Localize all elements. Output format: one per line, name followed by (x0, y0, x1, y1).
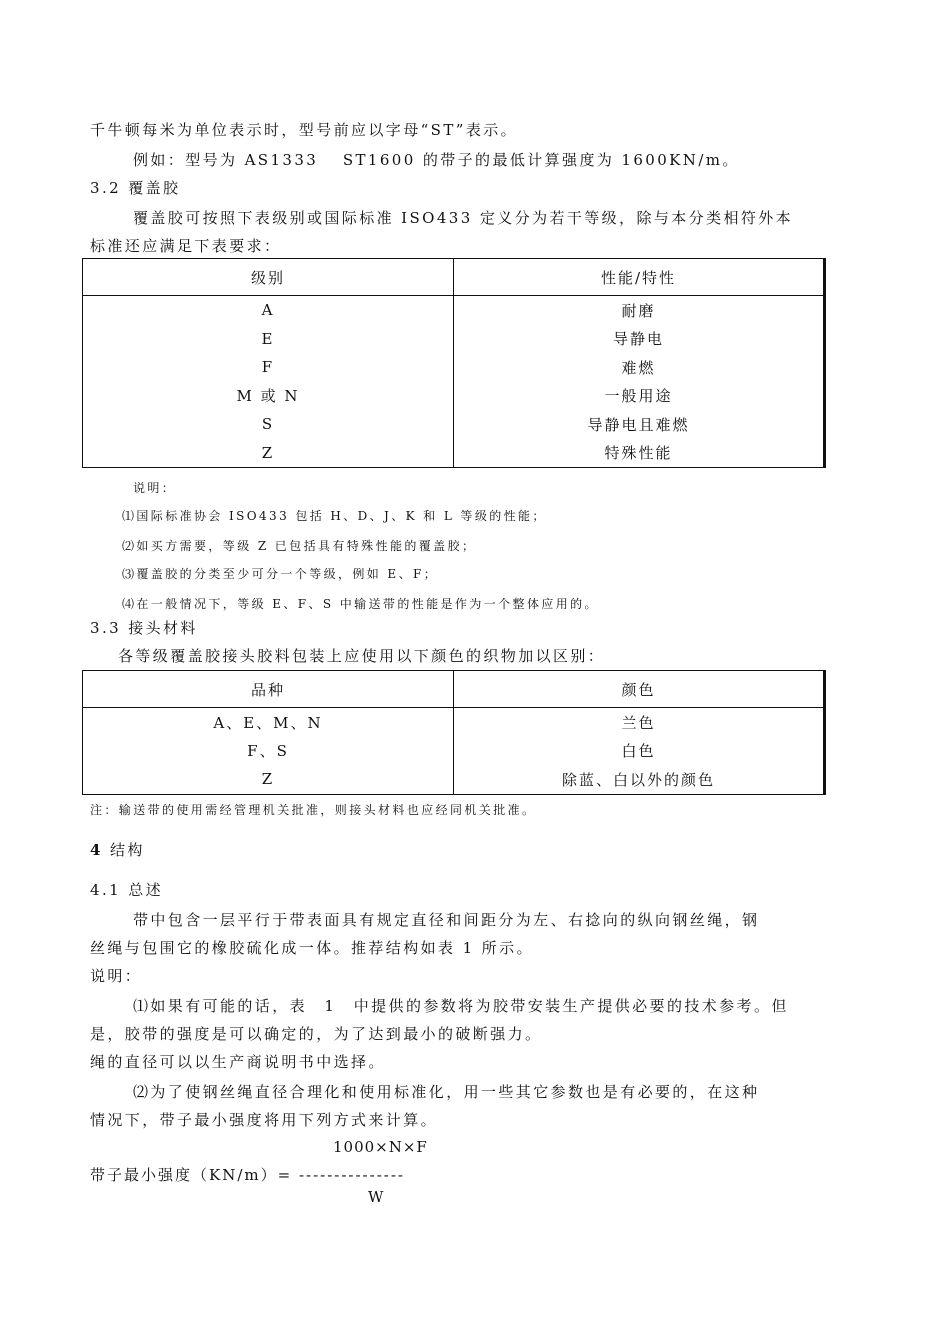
explanation-2-line-1: ⑵为了使钢丝绳直径合理化和使用标准化，用一些其它参数也是有必要的，在这种 (133, 1083, 760, 1101)
table-cell: 导静电且难燃 (454, 410, 825, 439)
note-item: ⑵如买方需要，等级 Z 已包括具有特殊性能的覆盖胶； (122, 539, 477, 553)
table-row (83, 382, 825, 411)
paragraph-cover-2: 标准还应满足下表要求： (90, 237, 282, 255)
table-footnote: 注：输送带的使用需经管理机关批准，则接头材料也应经同机关批准。 (90, 803, 537, 817)
table-row (83, 296, 825, 325)
table-header-cell: 颜色 (454, 671, 825, 708)
table-row (83, 765, 825, 794)
table-cell: 特殊性能 (454, 439, 825, 468)
table-row (83, 410, 825, 439)
section-4-heading (90, 840, 860, 860)
paragraph-4-1-1: 带中包含一层平行于带表面具有规定直径和间距分为左、右捻向的纵向钢丝绳，钢 (133, 911, 760, 929)
table-cell: 难燃 (454, 353, 825, 382)
joint-color-table (82, 670, 826, 795)
explanation-1-line-2: 是，胶带的强度是可以确定的，为了达到最小的破断强力。 (90, 1025, 543, 1043)
table-cell: 白色 (454, 737, 825, 766)
table-cell: A、E、M、N (83, 708, 454, 737)
section-number: 3.2 (90, 179, 122, 197)
paragraph-example: 例如：型号为 AS1333 ST1600 的带子的最低计算强度为 1600KN/m。 (133, 151, 740, 169)
section-number: 3.3 (90, 619, 122, 637)
table-row (83, 708, 825, 737)
table-cell: 除蓝、白以外的颜色 (454, 765, 825, 794)
table-cell: F、S (83, 737, 454, 766)
table-cell: Z (83, 439, 454, 468)
explanation-1-line-1: ⑴如果有可能的话，表 1 中提供的参数将为胶带安装生产提供必要的技术参考。但 (133, 997, 789, 1015)
section-3-2-heading (90, 178, 860, 198)
table-row (83, 737, 825, 766)
explanation-2-line-2: 情况下，带子最小强度将用下列方式来计算。 (90, 1111, 439, 1129)
section-title: 接头材料 (128, 619, 198, 637)
note-item: ⑶覆盖胶的分类至少可分一个等级，例如 E、F； (122, 567, 439, 581)
table-header-cell: 品种 (83, 671, 454, 708)
table-row (83, 439, 825, 468)
cover-grade-table (82, 258, 826, 468)
note-item: ⑷在一般情况下，等级 E、F、S 中输送带的性能是作为一个整体应用的。 (122, 597, 599, 611)
section-3-3-heading (90, 618, 860, 638)
table-row (83, 325, 825, 354)
table-cell: A (83, 296, 454, 325)
table-header-cell: 性能/特性 (454, 259, 825, 296)
table-row (83, 353, 825, 382)
formula-numerator: 1000×N×F (333, 1138, 428, 1156)
table-cell: M 或 N (83, 382, 454, 411)
section-title: 结构 (110, 841, 145, 859)
table-header-row (83, 671, 825, 708)
notes-title: 说明： (133, 481, 177, 495)
paragraph-cover-1: 覆盖胶可按照下表级别或国际标准 ISO433 定义分为若干等级，除与本分类相符外本 (133, 209, 794, 227)
formula-lhs: 带子最小强度（KN/m）= --------------- (90, 1166, 405, 1184)
table-cell: 耐磨 (454, 296, 825, 325)
note-item: ⑴国际标准协会 ISO433 包括 H、D、J、K 和 L 等级的性能； (122, 509, 547, 523)
table-cell: E (83, 325, 454, 354)
paragraph-intro: 千牛顿每米为单位表示时，型号前应以字母“ST”表示。 (90, 121, 519, 139)
explanation-1-line-3: 绳的直径可以以生产商说明书中选择。 (90, 1053, 386, 1071)
section-title: 覆盖胶 (128, 179, 181, 197)
table-cell: F (83, 353, 454, 382)
table-header-cell: 级别 (83, 259, 454, 296)
table-cell: Z (83, 765, 454, 794)
section-number: 4 (90, 841, 103, 859)
table-cell: S (83, 410, 454, 439)
table-cell: 导静电 (454, 325, 825, 354)
section-title: 总述 (128, 881, 164, 899)
table-cell: 一般用途 (454, 382, 825, 411)
section-number: 4.1 (90, 881, 122, 899)
paragraph-4-1-2: 丝绳与包围它的橡胶硫化成一体。推荐结构如表 1 所示。 (90, 939, 534, 957)
table-header-row (83, 259, 825, 296)
section-4-1-heading (90, 880, 860, 900)
formula-denominator: W (368, 1188, 385, 1206)
explanation-title: 说明： (90, 967, 143, 985)
paragraph-joint: 各等级覆盖胶接头胶料包装上应使用以下颜色的织物加以区别： (118, 647, 606, 665)
table-cell: 兰色 (454, 708, 825, 737)
